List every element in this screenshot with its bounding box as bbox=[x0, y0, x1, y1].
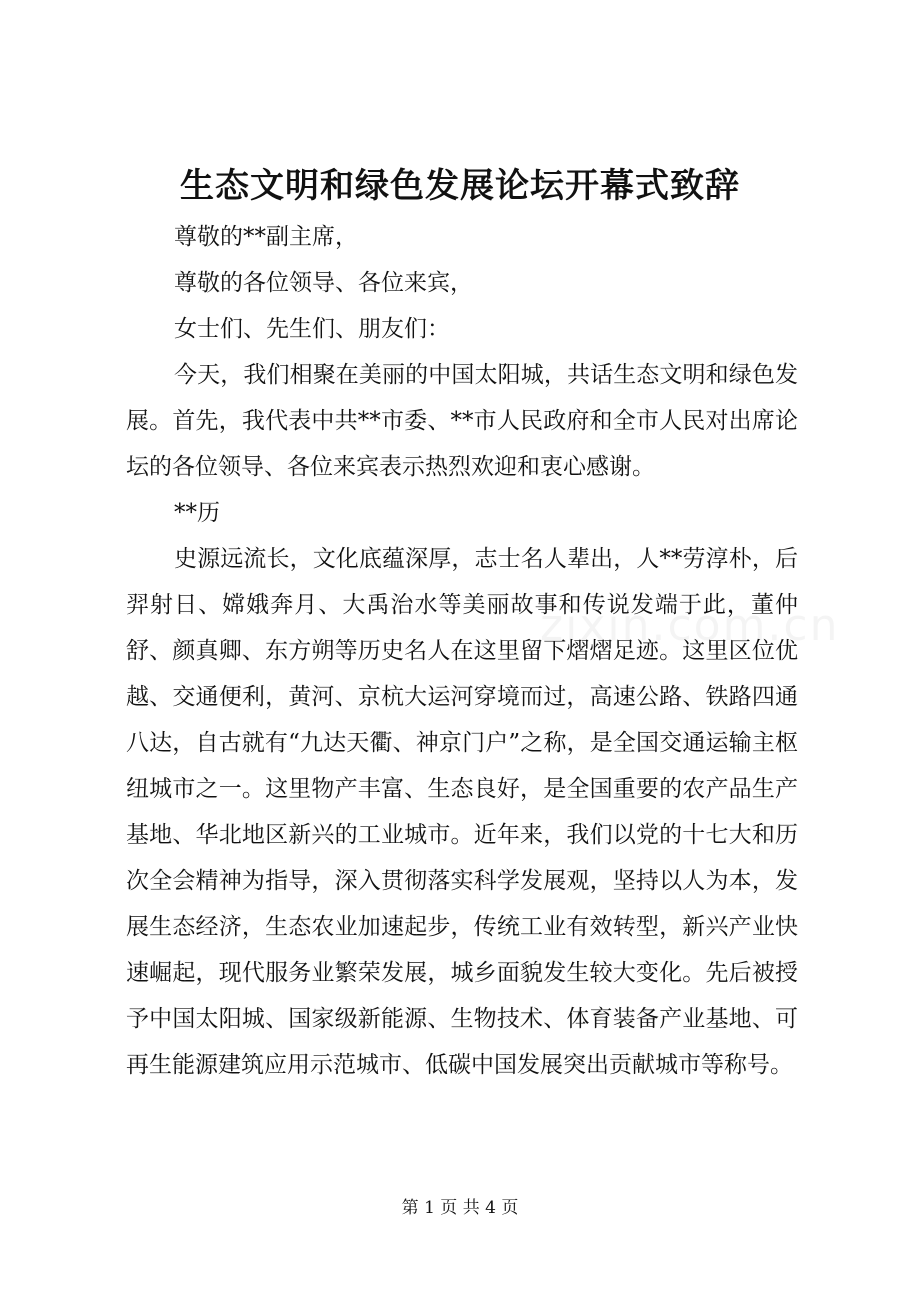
document-body bbox=[126, 214, 798, 1088]
salutation-ladies-gentlemen: 女士们、先生们、朋友们： bbox=[174, 316, 450, 342]
document-title: 生态文明和绿色发展论坛开幕式致辞 bbox=[180, 166, 740, 206]
paragraph-history-heading: **历 bbox=[174, 500, 220, 526]
salutation-leaders-guests: 尊敬的各位领导、各位来宾， bbox=[174, 270, 473, 296]
page-footer: 第 1 页 共 4 页 bbox=[401, 1198, 519, 1218]
salutation-vice-chairman: 尊敬的**副主席， bbox=[174, 224, 358, 250]
paragraph-welcome: 今天，我们相聚在美丽的中国太阳城，共话生态文明和绿色发展。首先，我代表中共**市委、**市人民政府和全市人民对出席论坛的各位领导、各位来宾表示热烈欢迎和衷心感谢。 bbox=[126, 362, 798, 480]
paragraph-history: 史源远流长，文化底蕴深厚，志士名人辈出，人**劳淳朴，后羿射日、嫦娥奔月、大禹治水等美丽故事和传说发端于此，董仲舒、颜真卿、东方朔等历史名人在这里留下熠熠足迹。这里区位优越、交通便利，黄河、京杭大运河穿境而过，高速公路、铁路四通八达，自古就有“九达天衢、神京门户”之称，是全国交通运输主枢纽城市之一。这里物产丰富、生态良好，是全国重要的农产品生产基地、华北地区新兴的工业城市。近年来，我们以党的十七大和历次全会精神为指导，深入贯彻落实科学发展观，坚持以人为本，发展生态经济，生态农业加速起步，传统工业有效转型，新兴产业快速崛起，现代服务业繁荣发展，城乡面貌发生较大变化。先后被授予中国太阳城、国家级新能源、生物技术、体育装备产业基地、可再生能源建筑应用示范城市、低碳中国发展突出贡献城市等称号。 bbox=[126, 546, 798, 1078]
watermark-text bbox=[540, 600, 840, 651]
